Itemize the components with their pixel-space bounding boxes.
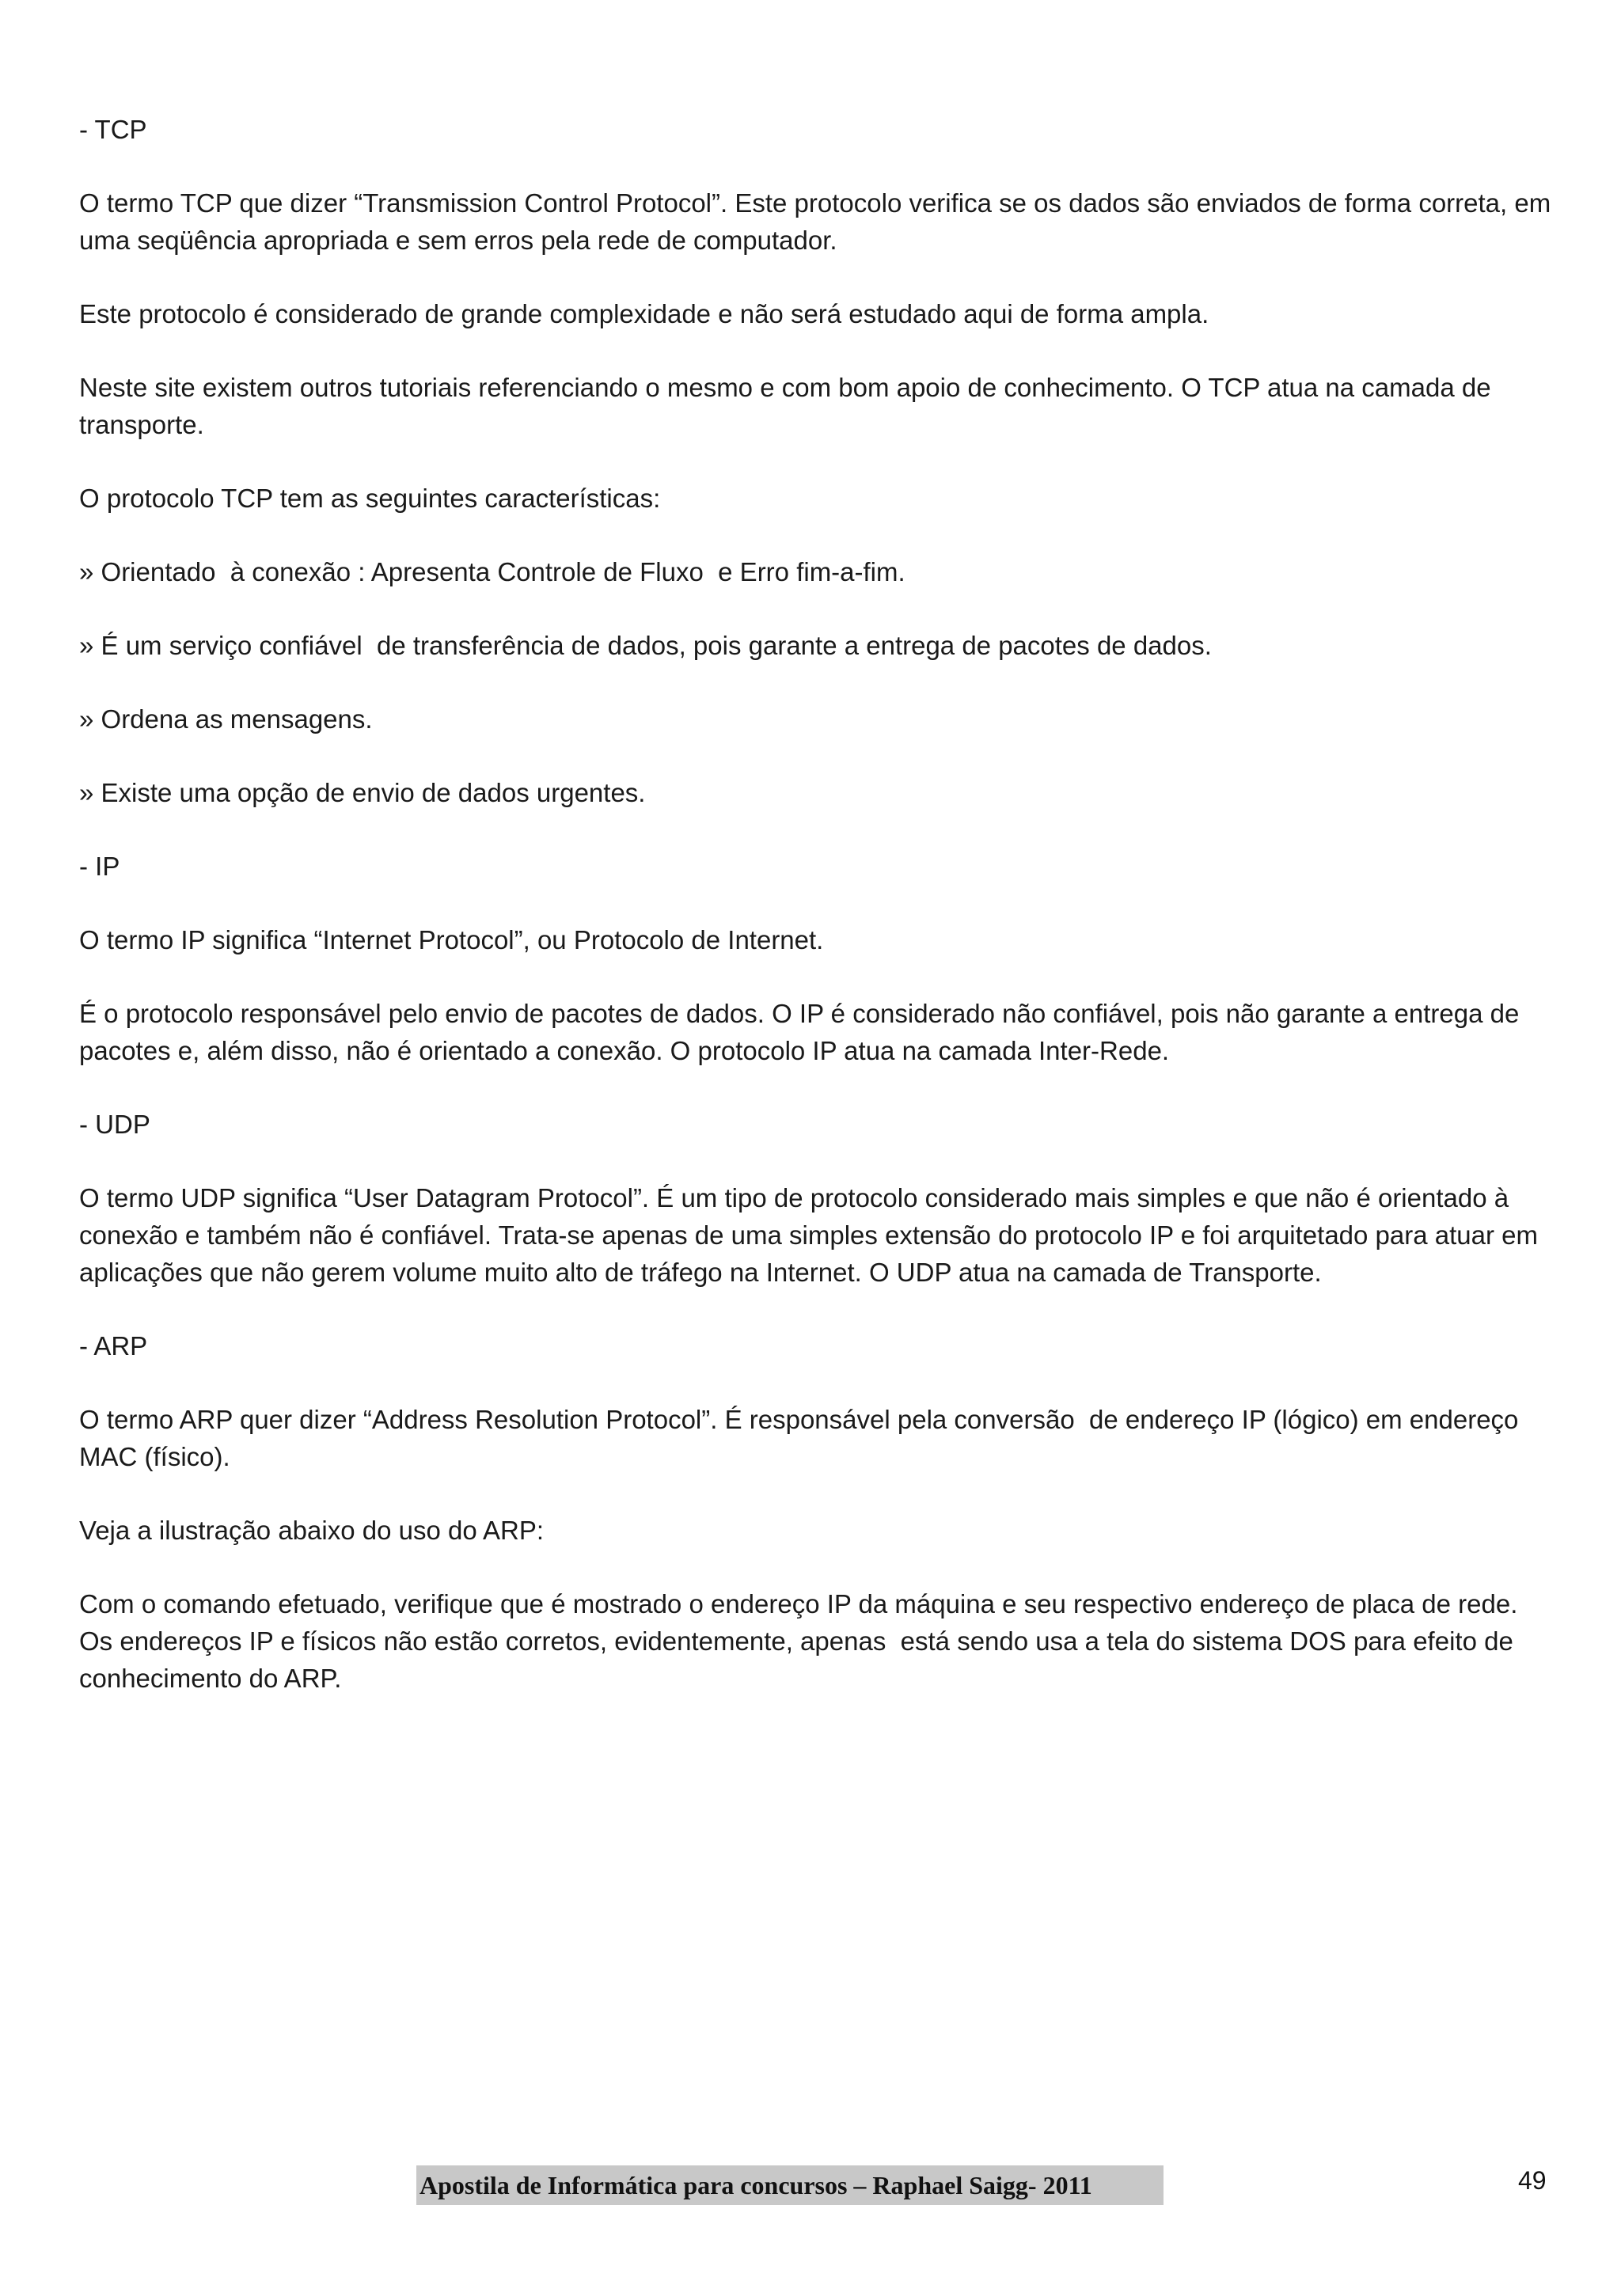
list-item-tcp-ordering: » Ordena as mensagens. (79, 704, 373, 734)
paragraph-arp-command: Com o comando efetuado, verifique que é mostrado o endereço IP da máquina e seu respectivo endereço de placa de rede. Os endereços IP e físicos não estão corretos, evidentemente, apenas está sendo usa a tela do sistema DOS para efeito de conhecimento do ARP. (79, 1589, 1525, 1693)
page-number: 49 (1518, 2166, 1547, 2195)
heading-arp: - ARP (79, 1331, 148, 1361)
list-item-tcp-connection: » Orientado à conexão : Apresenta Controle de Fluxo e Erro fim-a-fim. (79, 557, 905, 586)
heading-tcp: - TCP (79, 115, 147, 144)
list-item-tcp-reliable: » É um serviço confiável de transferência de dados, pois garante a entrega de pacotes de dados. (79, 631, 1212, 660)
footer-title: Apostila de Informática para concursos – Raphael Saigg- 2011 (416, 2165, 1164, 2205)
paragraph-tcp-characteristics: O protocolo TCP tem as seguintes características: (79, 484, 661, 513)
list-item-tcp-urgent: » Existe uma opção de envio de dados urgentes. (79, 778, 646, 807)
document-body (79, 111, 1558, 1733)
paragraph-arp-definition: O termo ARP quer dizer “Address Resolution Protocol”. É responsável pela conversão de endereço IP (lógico) em endereço MAC (físico). (79, 1405, 1526, 1471)
paragraph-tcp-tutorials: Neste site existem outros tutoriais referenciando o mesmo e com bom apoio de conhecimento. O TCP atua na camada de transporte. (79, 373, 1498, 439)
paragraph-ip-definition: O termo IP significa “Internet Protocol”, ou Protocolo de Internet. (79, 925, 824, 954)
paragraph-arp-illustration: Veja a ilustração abaixo do uso do ARP: (79, 1516, 545, 1545)
paragraph-ip-details: É o protocolo responsável pelo envio de pacotes de dados. O IP é considerado não confiável, pois não garante a entrega de pacotes e, além disso, não é orientado a conexão. O protocolo IP atua na camada Inter-Rede. (79, 999, 1527, 1065)
paragraph-udp-definition: O termo UDP significa “User Datagram Protocol”. É um tipo de protocolo considerado mais simples e que não é orientado à conexão e também não é confiável. Trata-se apenas de uma simples extensão do protocolo IP e foi arquitetado para atuar em aplicações que não gerem volume muito alto de tráfego na Internet. O UDP atua na camada de Transporte. (79, 1183, 1546, 1287)
heading-udp: - UDP (79, 1110, 150, 1139)
heading-ip: - IP (79, 852, 120, 881)
paragraph-tcp-definition: O termo TCP que dizer “Transmission Control Protocol”. Este protocolo verifica se os dados são enviados de forma correta, em uma seqüência apropriada e sem erros pela rede de computador. (79, 188, 1558, 255)
paragraph-tcp-complexity: Este protocolo é considerado de grande complexidade e não será estudado aqui de forma ampla. (79, 299, 1209, 328)
